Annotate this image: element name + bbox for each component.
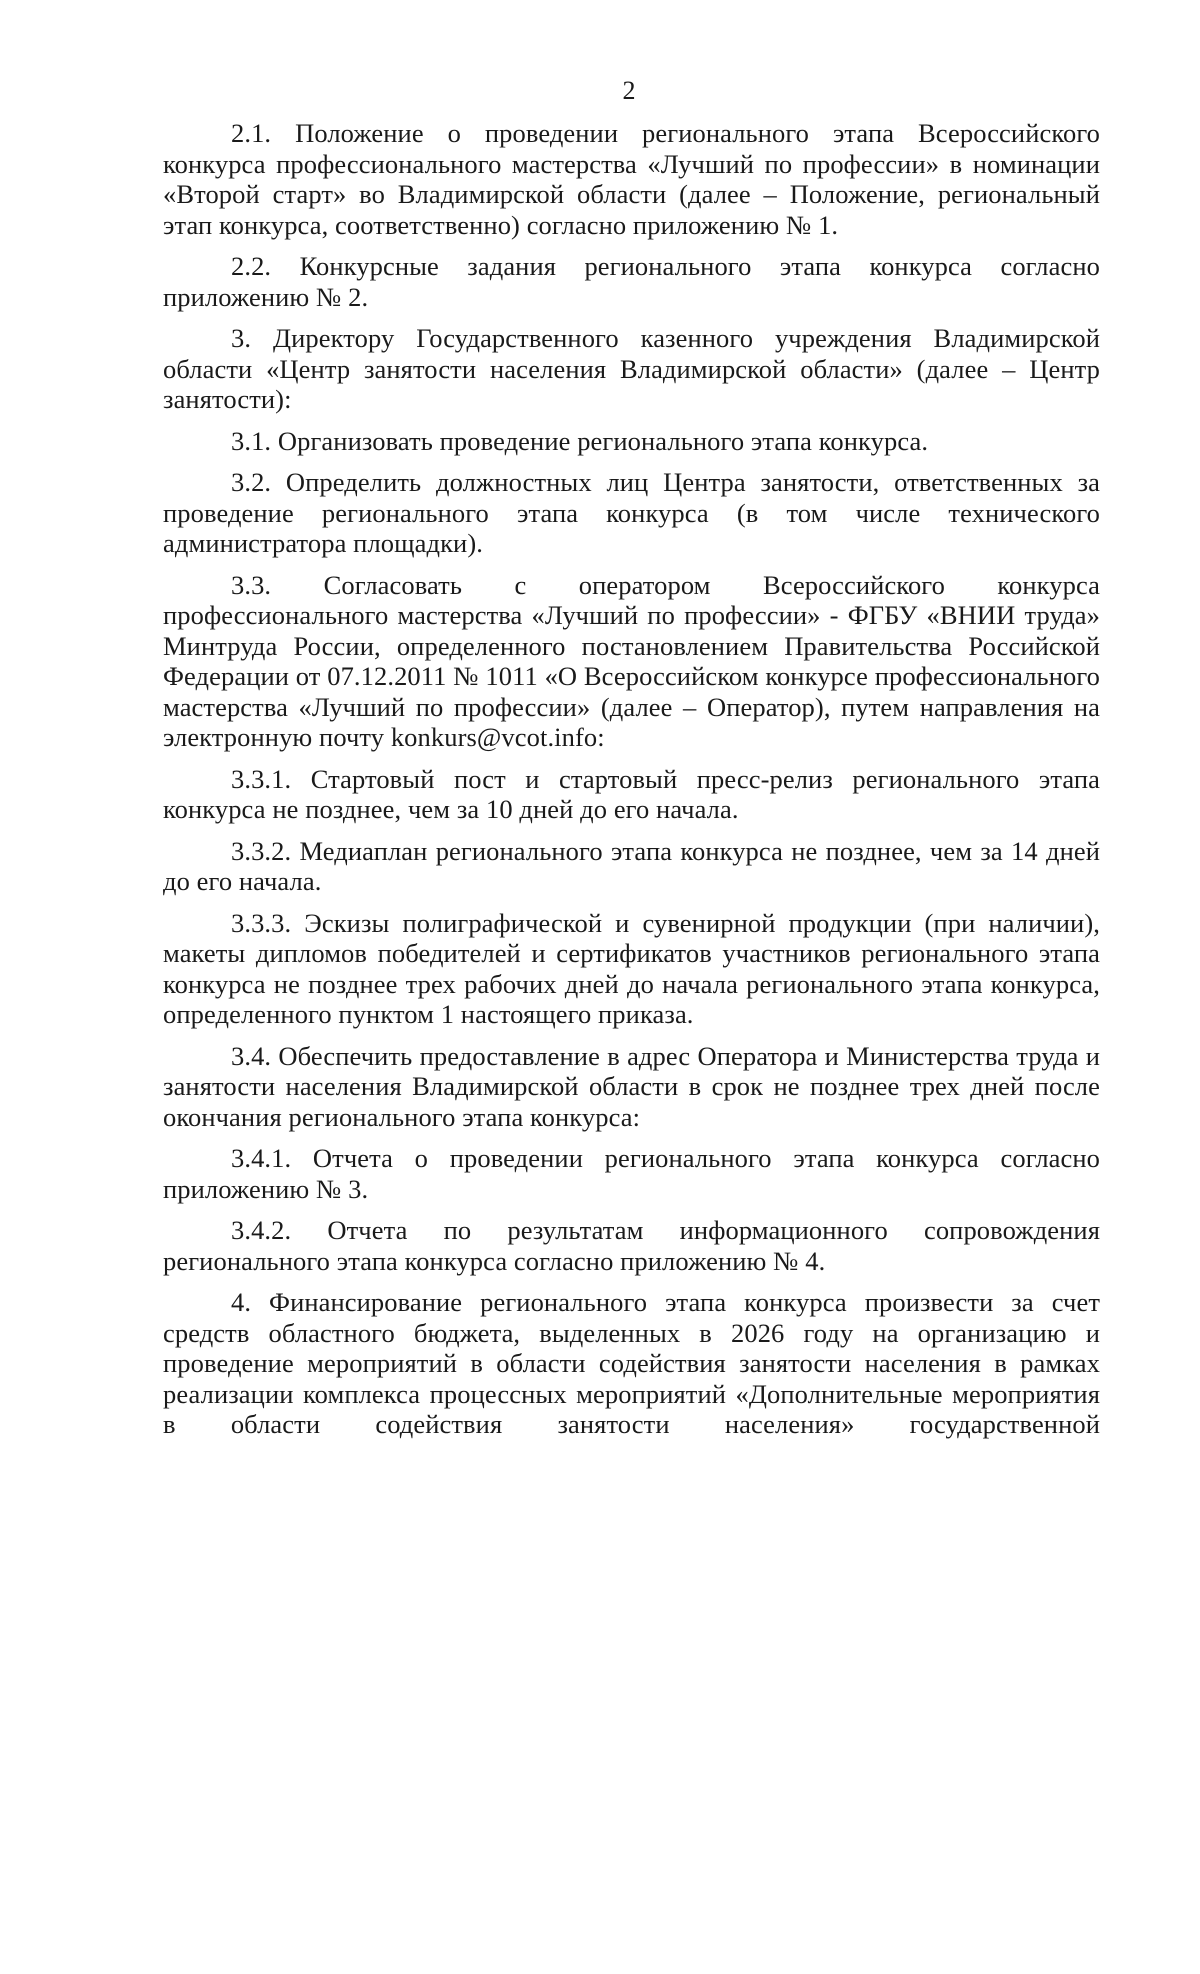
document-body — [163, 118, 1100, 1451]
paragraph-3-4: 3.4. Обеспечить предоставление в адрес Оператора и Министерства труда и занятости населения Владимирской области в срок не позднее трех дней после окончания регионального этапа конкурса: — [163, 1040, 1100, 1132]
paragraph-3-3-2: 3.3.2. Медиаплан регионального этапа конкурса не позднее, чем за 14 дней до его начала. — [163, 835, 1100, 896]
paragraph-2-1: 2.1. Положение о проведении регионального этапа Всероссийского конкурса профессионального мастерства «Лучший по профессии» в номинации «Второй старт» во Владимирской области (далее – Положение, региональный этап конкурса, соответственно) согласно приложению № 1. — [163, 118, 1100, 240]
page-number: 2 — [622, 76, 636, 105]
paragraph-2-2: 2.2. Конкурсные задания регионального этапа конкурса согласно приложению № 2. — [163, 251, 1100, 312]
paragraph-3-2: 3.2. Определить должностных лиц Центра занятости, ответственных за проведение регионального этапа конкурса (в том числе технического администратора площадки). — [163, 467, 1100, 558]
paragraph-3-3-3: 3.3.3. Эскизы полиграфической и сувенирной продукции (при наличии), макеты дипломов победителей и сертификатов участников регионального этапа конкурса не позднее трех рабочих дней до начала регионального этапа конкурса, определенного пунктом 1 настоящего приказа. — [163, 907, 1100, 1029]
paragraph-3: 3. Директору Государственного казенного учреждения Владимирской области «Центр занятости населения Владимирской области» (далее – Центр занятости): — [163, 323, 1100, 414]
paragraph-3-1: 3.1. Организовать проведение регионального этапа конкурса. — [231, 425, 929, 456]
paragraph-3-4-1: 3.4.1. Отчета о проведении регионального этапа конкурса согласно приложению № 3. — [163, 1143, 1100, 1204]
paragraph-3-3-1: 3.3.1. Стартовый пост и стартовый пресс-релиз регионального этапа конкурса не позднее, чем за 10 дней до его начала. — [163, 763, 1100, 824]
paragraph-3-4-2: 3.4.2. Отчета по результатам информационного сопровождения регионального этапа конкурса согласно приложению № 4. — [163, 1215, 1100, 1276]
paragraph-3-3: 3.3. Согласовать с оператором Всероссийского конкурса профессионального мастерства «Лучший по профессии» - ФГБУ «ВНИИ труда» Минтруда России, определенного постановлением Правительства Российской Федерации от 07.12.2011 № 1011 «О Всероссийском конкурсе профессионального мастерства «Лучший по профессии» (далее – Оператор), путем направления на электронную почту konkurs@vcot.info: — [163, 569, 1100, 752]
paragraph-4: 4. Финансирование регионального этапа конкурса произвести за счет средств областного бюджета, выделенных в 2026 году на организацию и проведение мероприятий в области содействия занятости населения в рамках реализации комплекса процессных мероприятий «Дополнительные мероприятия в области содействия занятости населения» государственной — [163, 1287, 1100, 1439]
